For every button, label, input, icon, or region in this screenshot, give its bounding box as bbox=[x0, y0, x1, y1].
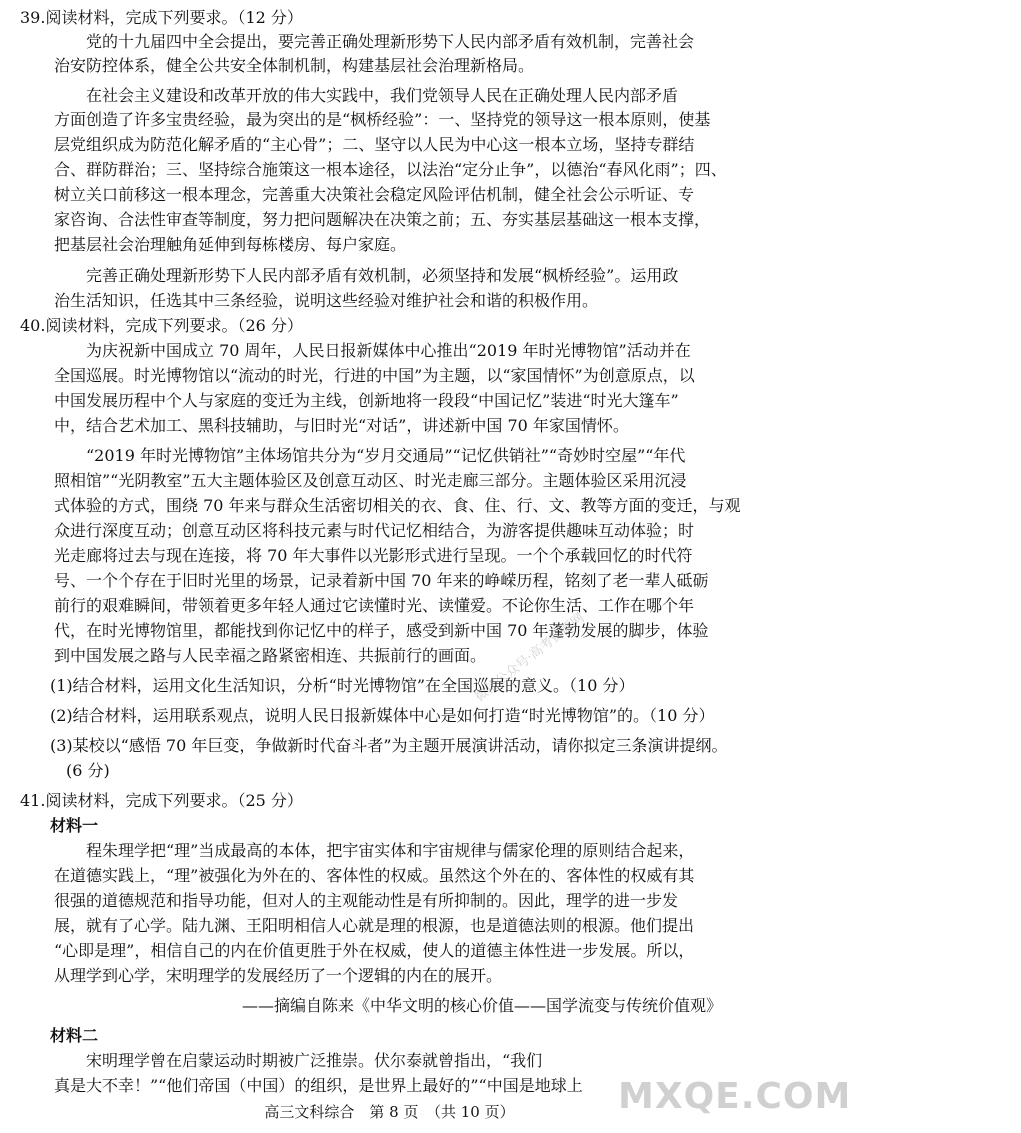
q39-line: 党的十九届四中全会提出，要完善正确处理新形势下人民内部矛盾有效机制，完善社会 bbox=[86, 32, 695, 51]
q39-line: 合、群防群治；三、坚持综合施策这一根本途径，以法治“定分止争”，以德治“春风化雨”；四、 bbox=[54, 160, 727, 179]
q39-line: 在社会主义建设和改革开放的伟大实践中，我们党领导人民在正确处理人民内部矛盾 bbox=[86, 86, 679, 105]
material-1-line: 在道德实践上，“理”被强化为外在的、客体性的权威。虽然这个外在的、客体性的权威有其 bbox=[54, 866, 695, 885]
q40-line: 中，结合艺术加工、黑科技辅助，与旧时光“对话”，讲述新中国 70 年家国情怀。 bbox=[54, 416, 629, 435]
material-1-line: 展，就有了心学。陆九渊、王阳明相信人心就是理的根源，也是道德法则的根源。他们提出 bbox=[54, 916, 695, 935]
q39-line: 方面创造了许多宝贵经验，最为突出的是“枫桥经验”：一、坚持党的领导这一根本原则，使基 bbox=[54, 110, 711, 129]
q40-subquestion-1: (1)结合材料，运用文化生活知识，分析“时光博物馆”在全国巡展的意义。（10 分） bbox=[50, 676, 635, 695]
q40-line: 代，在时光博物馆里，都能找到你记忆中的样子，感受到新中国 70 年蓬勃发展的脚步，体验 bbox=[54, 621, 709, 640]
q39-heading: 39.阅读材料，完成下列要求。（12 分） bbox=[20, 8, 303, 27]
q40-heading: 40.阅读材料，完成下列要求。（26 分） bbox=[20, 316, 303, 335]
q39-line: 完善正确处理新形势下人民内部矛盾有效机制，必须坚持和发展“枫桥经验”。运用政 bbox=[86, 266, 679, 285]
material-1-title: 材料一 bbox=[50, 816, 99, 835]
q40-subquestion-3-score: (6 分) bbox=[66, 761, 110, 780]
q41-heading: 41.阅读材料，完成下列要求。（25 分） bbox=[20, 791, 303, 810]
q40-line: 到中国发展之路与人民幸福之路紧密相连、共振前行的画面。 bbox=[54, 646, 487, 665]
material-1-source: ——摘编自陈来《中华文明的核心价值——国学流变与传统价值观》 bbox=[242, 996, 723, 1015]
material-2-line: 宋明理学曾在启蒙运动时期被广泛推崇。伏尔泰就曾指出，“我们 bbox=[86, 1051, 543, 1070]
q40-line: 式体验的方式，围绕 70 年来与群众生活密切相关的衣、食、住、行、文、教等方面的变迁，与观 bbox=[54, 496, 741, 515]
q39-line: 治生活知识，任选其中三条经验，说明这些经验对维护社会和谐的积极作用。 bbox=[54, 291, 599, 310]
material-1-line: 程朱理学把“理”当成最高的本体，把宇宙实体和宇宙规律与儒家伦理的原则结合起来， bbox=[86, 841, 695, 860]
q40-line: 全国巡展。时光博物馆以“流动的时光，行进的中国”为主题，以“家国情怀”为创意原点，以 bbox=[54, 366, 695, 385]
q39-line: 树立关口前移这一根本理念，完善重大决策社会稳定风险评估机制，健全社会公示听证、专 bbox=[54, 185, 695, 204]
q40-line: 众进行深度互动；创意互动区将科技元素与时代记忆相结合，为游客提供趣味互动体验；时 bbox=[54, 521, 695, 540]
material-1-line: 从理学到心学，宋明理学的发展经历了一个逻辑的内在的展开。 bbox=[54, 966, 503, 985]
material-2-line: 真是大不幸！”“他们帝国（中国）的组织，是世界上最好的”“中国是地球上 bbox=[54, 1076, 583, 1095]
q40-line: 中国发展历程中个人与家庭的变迁为主线，创新地将一段段“中国记忆”装进“时光大篷车” bbox=[54, 391, 679, 410]
q40-line: 光走廊将过去与现在连接，将 70 年大事件以光影形式进行呈现。一个个承载回忆的时代符 bbox=[54, 546, 693, 565]
watermark-logo: MXQE.COM bbox=[618, 1076, 852, 1117]
material-1-line: “心即是理”，相信自己的内在价值更胜于外在权威，使人的道德主体性进一步发展。所以， bbox=[54, 941, 695, 960]
q40-line: “2019 年时光博物馆”主体场馆共分为“岁月交通局”“记忆供销社”“奇妙时空屋”“年代 bbox=[86, 446, 686, 465]
q40-line: 前行的艰难瞬间，带领着更多年轻人通过它读懂时光、读懂爱。不论你生活、工作在哪个年 bbox=[54, 596, 695, 615]
q39-line: 家咨询、合法性审查等制度，努力把问题解决在决策之前；五、夯实基层基础这一根本支撑， bbox=[54, 210, 711, 229]
q40-line: 号、一个个存在于旧时光里的场景，记录着新中国 70 年来的峥嵘历程，铭刻了老一辈人砥砺 bbox=[54, 571, 709, 590]
watermark-diagonal: 微信公众号·高考资源网 bbox=[472, 610, 588, 705]
q40-line: 照相馆”“光阴教室”五大主题体验区及创意互动区、时光走廊三部分。主题体验区采用沉浸 bbox=[54, 471, 687, 490]
q39-line: 治安防控体系，健全公共安全体制机制，构建基层社会治理新格局。 bbox=[54, 56, 535, 75]
material-1-line: 很强的道德规范和指导功能，但对人的主观能动性是有所抑制的。因此，理学的进一步发 bbox=[54, 891, 679, 910]
q40-subquestion-3: (3)某校以“感悟 70 年巨变，争做新时代奋斗者”为主题开展演讲活动，请你拟定三条演讲提纲。 bbox=[50, 736, 728, 755]
q40-line: 为庆祝新中国成立 70 周年，人民日报新媒体中心推出“2019 年时光博物馆”活动并在 bbox=[86, 341, 691, 360]
q39-line: 把基层社会治理触角延伸到每栋楼房、每户家庭。 bbox=[54, 235, 407, 254]
page-footer: 高三文科综合 第 8 页 （共 10 页） bbox=[264, 1103, 515, 1121]
material-2-title: 材料二 bbox=[50, 1026, 99, 1045]
q40-subquestion-2: (2)结合材料，运用联系观点，说明人民日报新媒体中心是如何打造“时光博物馆”的。（10 分） bbox=[50, 706, 715, 725]
q39-line: 层党组织成为防范化解矛盾的“主心骨”；二、坚守以人民为中心这一根本立场，坚持专群结 bbox=[54, 135, 695, 154]
